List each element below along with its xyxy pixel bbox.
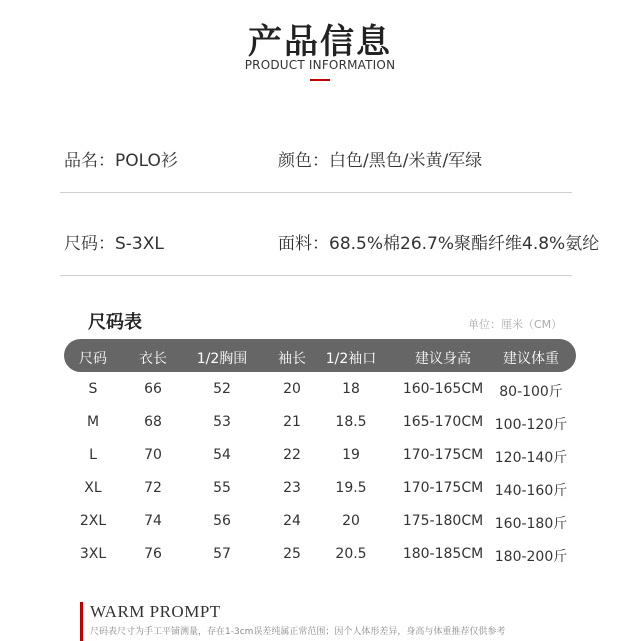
size-table-cell: 53 xyxy=(213,414,231,430)
size-table-cell: 100-120斤 xyxy=(494,417,568,433)
size-table-cell: M xyxy=(86,414,100,430)
size-table-header-cell: 衣长 xyxy=(139,351,167,367)
product-color: 颜色：白色/黑色/米黄/军绿 xyxy=(278,151,483,171)
size-table-cell: 19 xyxy=(342,447,360,463)
size-table-cell: 74 xyxy=(144,513,162,529)
size-table-cell: 20 xyxy=(342,513,360,529)
size-table-cell: 55 xyxy=(213,480,231,496)
warm-prompt-accent-bar xyxy=(80,602,83,641)
size-table-cell: L xyxy=(89,447,97,463)
size-table-cell: XL xyxy=(84,480,102,496)
size-table-cell: 57 xyxy=(213,546,231,562)
size-table-cell: 170-175CM xyxy=(402,447,484,463)
size-table-cell: 18.5 xyxy=(335,414,367,430)
size-table-cell: 175-180CM xyxy=(402,513,484,529)
warm-prompt-title: WARM PROMPT xyxy=(90,602,221,621)
warm-prompt-text: 尺码表尺寸为手工平铺测量，存在1-3cm误差纯属正常范围；因个人体形差异，身高与体重推荐仅供参考 xyxy=(90,627,506,637)
size-table-cell: 25 xyxy=(283,546,301,562)
size-table-cell: 2XL xyxy=(79,513,107,529)
size-table-header-cell: 1/2袖口 xyxy=(325,351,377,367)
size-table-cell: 20.5 xyxy=(335,546,367,562)
size-table-cell: 160-165CM xyxy=(402,381,484,397)
size-table-cell: 120-140斤 xyxy=(494,450,568,466)
product-fabric-text: 面料：68.5%棉26.7%聚酯纤维4.8%氨纶 xyxy=(278,234,600,254)
size-table-header-cell: 1/2胸围 xyxy=(196,351,248,367)
size-table-cell: 160-180斤 xyxy=(494,516,568,532)
divider xyxy=(60,192,572,193)
title-accent-bar xyxy=(310,79,330,81)
size-table-cell: 56 xyxy=(213,513,231,529)
size-table-cell: S xyxy=(88,381,98,397)
size-table-cell: 165-170CM xyxy=(402,414,484,430)
size-table-header-cell: 建议身高 xyxy=(415,351,471,367)
size-table-cell: 68 xyxy=(144,414,162,430)
page-title: 产品信息 xyxy=(248,22,392,62)
size-table-cell: 52 xyxy=(213,381,231,397)
size-table-cell: 66 xyxy=(144,381,162,397)
divider xyxy=(60,275,572,276)
size-table-cell: 170-175CM xyxy=(402,480,484,496)
size-table-cell: 19.5 xyxy=(335,480,367,496)
size-table-cell: 22 xyxy=(283,447,301,463)
size-table-cell: 20 xyxy=(283,381,301,397)
size-table-cell: 180-200斤 xyxy=(494,549,568,565)
size-table-cell: 18 xyxy=(342,381,360,397)
page-subtitle: PRODUCT INFORMATION xyxy=(244,58,396,72)
size-table-cell: 23 xyxy=(283,480,301,496)
size-table-cell: 140-160斤 xyxy=(494,483,568,499)
size-table-cell: 72 xyxy=(144,480,162,496)
size-table-cell: 80-100斤 xyxy=(499,384,563,400)
size-table-header-cell: 建议体重 xyxy=(503,351,559,367)
product-fabric xyxy=(278,229,599,254)
product-size: 尺码：S-3XL xyxy=(64,234,164,254)
size-table-cell: 54 xyxy=(213,447,231,463)
size-table-cell: 3XL xyxy=(79,546,107,562)
size-table-title: 尺码表 xyxy=(88,312,142,333)
size-table-unit: 单位：厘米（CM） xyxy=(468,318,563,331)
size-table-cell: 21 xyxy=(283,414,301,430)
size-table-cell: 24 xyxy=(283,513,301,529)
product-name: 品名：POLO衫 xyxy=(64,151,178,171)
size-table-header xyxy=(64,339,576,372)
size-table-cell: 76 xyxy=(144,546,162,562)
size-table-cell: 180-185CM xyxy=(402,546,484,562)
size-table-header-cell: 尺码 xyxy=(79,351,107,367)
size-table-header-cell: 袖长 xyxy=(278,351,306,367)
size-table-cell: 70 xyxy=(144,447,162,463)
